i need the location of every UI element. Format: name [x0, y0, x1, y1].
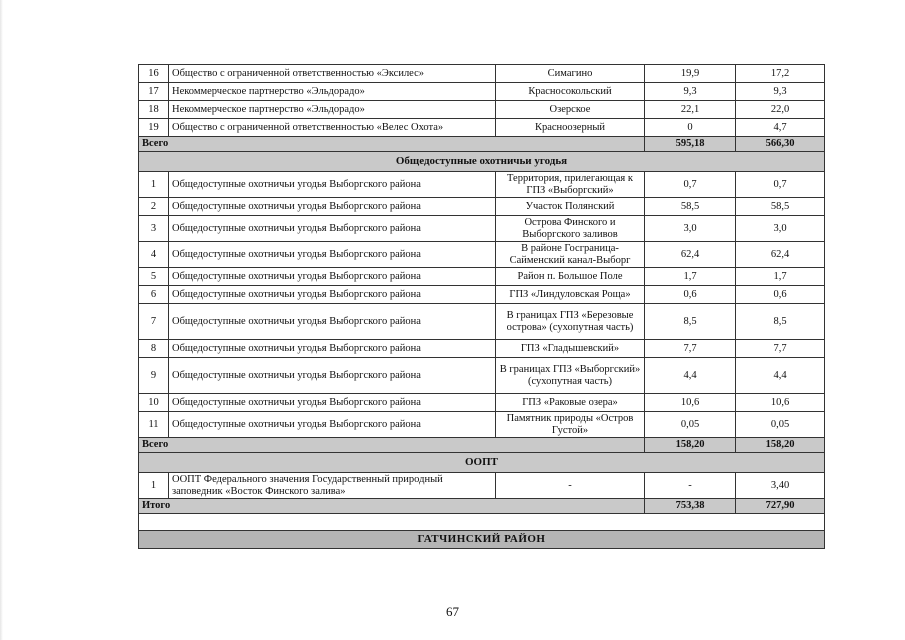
section-header-row [139, 152, 825, 172]
grounds-name: Общедоступные охотничьи угодья Выборгского района [169, 394, 496, 412]
grounds-name: Общедоступные охотничьи угодья Выборгского района [169, 286, 496, 304]
location: Район п. Большое Поле [496, 268, 645, 286]
location: ГПЗ «Гладышевский» [496, 340, 645, 358]
location: - [496, 473, 645, 499]
value-2: 3,40 [736, 473, 825, 499]
row-number: 8 [139, 340, 169, 358]
table-row [139, 101, 825, 119]
row-number: 10 [139, 394, 169, 412]
grounds-name: Общедоступные охотничьи угодья Выборгского района [169, 358, 496, 394]
value-1: 0 [645, 119, 736, 137]
grounds-name: Общедоступные охотничьи угодья Выборгского района [169, 216, 496, 242]
value-2: 10,6 [736, 394, 825, 412]
organization-name: Общество с ограниченной ответственностью «Велес Охота» [169, 119, 496, 137]
value-2: 8,5 [736, 304, 825, 340]
value-2: 22,0 [736, 101, 825, 119]
location: В районе Госграница-Сайменский канал-Выборг [496, 242, 645, 268]
value-1: 0,05 [645, 412, 736, 438]
grounds-name: Общедоступные охотничьи угодья Выборгского района [169, 172, 496, 198]
table-row [139, 119, 825, 137]
value-1: 19,9 [645, 65, 736, 83]
value-1: 9,3 [645, 83, 736, 101]
row-number: 9 [139, 358, 169, 394]
subtotal-label: Всего [139, 438, 645, 453]
table-row [139, 473, 825, 499]
hunting-grounds-table [138, 64, 825, 549]
table-row [139, 340, 825, 358]
district-title: ГАТЧИНСКИЙ РАЙОН [139, 531, 825, 549]
row-number: 17 [139, 83, 169, 101]
row-number: 1 [139, 473, 169, 499]
row-number: 5 [139, 268, 169, 286]
value-1: 8,5 [645, 304, 736, 340]
value-1: 3,0 [645, 216, 736, 242]
subtotal-value-1: 158,20 [645, 438, 736, 453]
table-row [139, 394, 825, 412]
grounds-name: Общедоступные охотничьи угодья Выборгского района [169, 268, 496, 286]
value-1: 62,4 [645, 242, 736, 268]
value-2: 0,6 [736, 286, 825, 304]
section-header-row [139, 453, 825, 473]
table-row [139, 268, 825, 286]
location: Красноозерный [496, 119, 645, 137]
section-header-public: Общедоступные охотничьи угодья [139, 152, 825, 172]
location: Симагино [496, 65, 645, 83]
table-row [139, 304, 825, 340]
subtotal-row [139, 438, 825, 453]
value-2: 4,7 [736, 119, 825, 137]
table-row [139, 198, 825, 216]
district-header-row [139, 531, 825, 549]
value-2: 1,7 [736, 268, 825, 286]
oopt-name: ООПТ Федерального значения Государственный природный заповедник «Восток Финского залива» [169, 473, 496, 499]
grounds-name: Общедоступные охотничьи угодья Выборгского района [169, 340, 496, 358]
subtotal-value-2: 158,20 [736, 438, 825, 453]
row-number: 6 [139, 286, 169, 304]
location: Участок Полянский [496, 198, 645, 216]
value-1: 10,6 [645, 394, 736, 412]
location: Памятник природы «Остров Густой» [496, 412, 645, 438]
location: Острова Финского и Выборгского заливов [496, 216, 645, 242]
subtotal-value-2: 566,30 [736, 137, 825, 152]
row-number: 11 [139, 412, 169, 438]
value-1: - [645, 473, 736, 499]
section-header-oopt: ООПТ [139, 453, 825, 473]
subtotal-value-1: 595,18 [645, 137, 736, 152]
table-row [139, 216, 825, 242]
grand-total-row [139, 499, 825, 514]
value-1: 0,6 [645, 286, 736, 304]
value-1: 1,7 [645, 268, 736, 286]
location: ГПЗ «Раковые озера» [496, 394, 645, 412]
location: Красносокольский [496, 83, 645, 101]
location: Территория, прилегающая к ГПЗ «Выборгский» [496, 172, 645, 198]
row-number: 1 [139, 172, 169, 198]
value-2: 0,7 [736, 172, 825, 198]
value-2: 7,7 [736, 340, 825, 358]
location: ГПЗ «Линдуловская Роща» [496, 286, 645, 304]
row-number: 3 [139, 216, 169, 242]
location: В границах ГПЗ «Выборгский» (сухопутная часть) [496, 358, 645, 394]
page-edge [0, 0, 3, 640]
table-row [139, 65, 825, 83]
value-2: 58,5 [736, 198, 825, 216]
table-row [139, 412, 825, 438]
grand-total-value-2: 727,90 [736, 499, 825, 514]
grounds-name: Общедоступные охотничьи угодья Выборгского района [169, 198, 496, 216]
value-2: 3,0 [736, 216, 825, 242]
row-number: 19 [139, 119, 169, 137]
value-2: 0,05 [736, 412, 825, 438]
grounds-name: Общедоступные охотничьи угодья Выборгского района [169, 242, 496, 268]
location: Озерское [496, 101, 645, 119]
row-number: 7 [139, 304, 169, 340]
grand-total-label: Итого [139, 499, 645, 514]
organization-name: Общество с ограниченной ответственностью «Эксилес» [169, 65, 496, 83]
subtotal-row [139, 137, 825, 152]
grounds-name: Общедоступные охотничьи угодья Выборгского района [169, 412, 496, 438]
location: В границах ГПЗ «Березовые острова» (сухопутная часть) [496, 304, 645, 340]
row-number: 18 [139, 101, 169, 119]
organization-name: Некоммерческое партнерство «Эльдорадо» [169, 83, 496, 101]
value-2: 62,4 [736, 242, 825, 268]
subtotal-label: Всего [139, 137, 645, 152]
table-row [139, 83, 825, 101]
value-1: 0,7 [645, 172, 736, 198]
table-row [139, 286, 825, 304]
value-2: 17,2 [736, 65, 825, 83]
row-number: 16 [139, 65, 169, 83]
table-row [139, 172, 825, 198]
blank-cell [139, 514, 825, 531]
value-1: 7,7 [645, 340, 736, 358]
value-1: 22,1 [645, 101, 736, 119]
value-1: 58,5 [645, 198, 736, 216]
value-2: 4,4 [736, 358, 825, 394]
row-number: 4 [139, 242, 169, 268]
grounds-name: Общедоступные охотничьи угодья Выборгского района [169, 304, 496, 340]
organization-name: Некоммерческое партнерство «Эльдорадо» [169, 101, 496, 119]
table-row [139, 242, 825, 268]
table-row [139, 358, 825, 394]
row-number: 2 [139, 198, 169, 216]
page-number: 67 [446, 604, 459, 619]
grand-total-value-1: 753,38 [645, 499, 736, 514]
value-2: 9,3 [736, 83, 825, 101]
blank-row [139, 514, 825, 531]
value-1: 4,4 [645, 358, 736, 394]
